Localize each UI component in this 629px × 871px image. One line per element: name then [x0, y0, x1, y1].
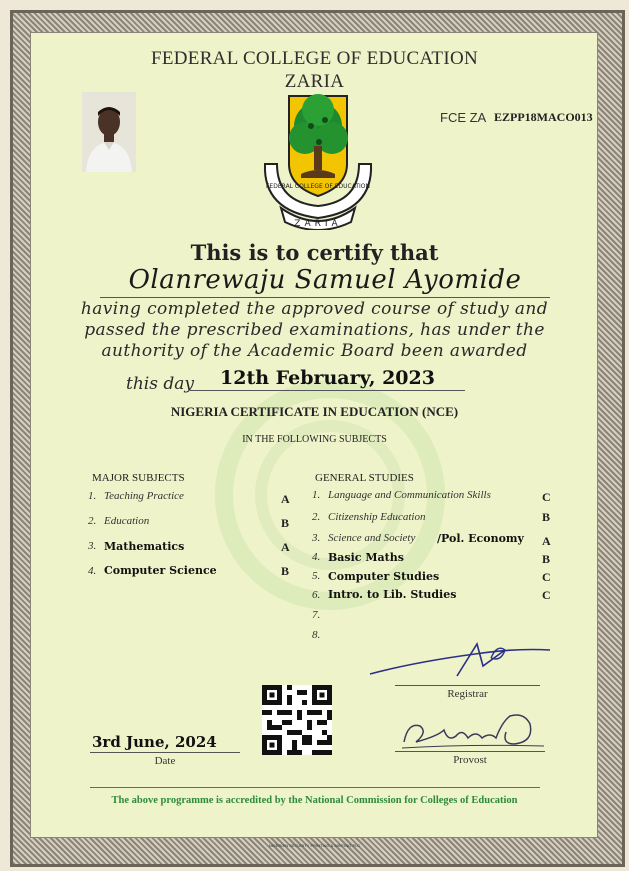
general-study-grade: B — [542, 552, 551, 566]
major-subjects-heading: MAJOR SUBJECTS — [92, 472, 185, 484]
accreditation-note: The above programme is accredited by the National Commission for Colleges of Education — [111, 795, 518, 806]
major-subject-grade: B — [281, 564, 290, 578]
college-location: ZARIA — [284, 71, 345, 92]
major-subject-grade: A — [281, 492, 290, 506]
major-subject-grade: B — [281, 516, 290, 530]
general-study-num: 8. — [312, 629, 321, 641]
this-day-label: this day — [126, 374, 194, 394]
certificate-text-line-1: having completed the approved course of study and — [80, 299, 549, 319]
subjects-intro: IN THE FOLLOWING SUBJECTS — [242, 434, 387, 445]
issue-date: 3rd June, 2024 — [92, 733, 217, 751]
general-study-num: 5. — [312, 570, 321, 582]
general-studies-heading: GENERAL STUDIES — [315, 472, 414, 484]
general-study-name-extra: /Pol. Economy — [437, 532, 524, 545]
printer-imprint: NIGERIAN SECURITY PRINTING & MINTING PLC — [268, 843, 361, 848]
general-study-grade: B — [542, 510, 551, 524]
footer-rule — [90, 787, 540, 788]
general-study-num: 1. — [312, 489, 321, 501]
svg-text:ZARIA: ZARIA — [294, 219, 342, 229]
general-study-grade: A — [542, 534, 551, 548]
award-title: NIGERIA CERTIFICATE IN EDUCATION (NCE) — [170, 404, 459, 419]
major-subject-num: 4. — [88, 565, 97, 577]
general-study-name: Language and Communication Skills — [328, 489, 491, 501]
certify-heading: This is to certify that — [190, 240, 439, 265]
college-name: FEDERAL COLLEGE OF EDUCATION — [151, 48, 478, 69]
registrar-signature — [365, 636, 555, 688]
major-subject-num: 1. — [88, 490, 97, 502]
certificate-text-line-2: passed the prescribed examinations, has under the — [84, 320, 545, 340]
general-study-name: Basic Maths — [328, 551, 404, 564]
college-crest — [255, 46, 380, 230]
date-line — [90, 752, 240, 753]
registrar-signature-line — [395, 685, 540, 686]
provost-signature — [398, 708, 548, 754]
general-study-name: Intro. to Lib. Studies — [328, 588, 457, 601]
reference-prefix: FCE ZA — [440, 110, 487, 125]
recipient-name: Olanrewaju Samuel Ayomide — [100, 263, 550, 298]
general-study-grade: C — [542, 490, 551, 504]
portrait-image — [82, 92, 136, 172]
major-subject-name: Computer Science — [104, 564, 217, 577]
qr-code — [262, 685, 332, 755]
general-study-num: 4. — [312, 551, 321, 563]
major-subject-name: Education — [104, 515, 150, 527]
general-study-name: Science and Society — [328, 532, 416, 544]
major-subject-num: 3. — [88, 540, 97, 552]
student-photo — [82, 92, 136, 172]
major-subject-name: Teaching Practice — [104, 490, 184, 502]
general-study-grade: C — [542, 588, 551, 602]
general-study-num: 7. — [312, 609, 321, 621]
qr-code-pattern — [262, 685, 332, 755]
major-subject-grade: A — [281, 540, 290, 554]
general-study-name: Citizenship Education — [328, 511, 426, 523]
major-subject-num: 2. — [88, 515, 97, 527]
major-subject-name: Mathematics — [104, 540, 185, 553]
svg-text:FEDERAL COLLEGE OF EDUCATION: FEDERAL COLLEGE OF EDUCATION — [265, 183, 371, 190]
general-study-num: 2. — [312, 511, 321, 523]
general-study-num: 6. — [312, 589, 321, 601]
registrar-label: Registrar — [447, 688, 488, 700]
general-study-num: 3. — [312, 532, 321, 544]
provost-signature-line — [395, 751, 545, 752]
general-study-grade: C — [542, 570, 551, 584]
general-study-name: Computer Studies — [328, 570, 440, 583]
certificate-text-line-3: authority of the Academic Board been awarded — [101, 341, 528, 361]
provost-label: Provost — [453, 754, 487, 766]
reference-number: EZPP18MACO013 — [494, 110, 593, 124]
award-date: 12th February, 2023 — [190, 366, 465, 391]
date-label: Date — [154, 755, 176, 767]
